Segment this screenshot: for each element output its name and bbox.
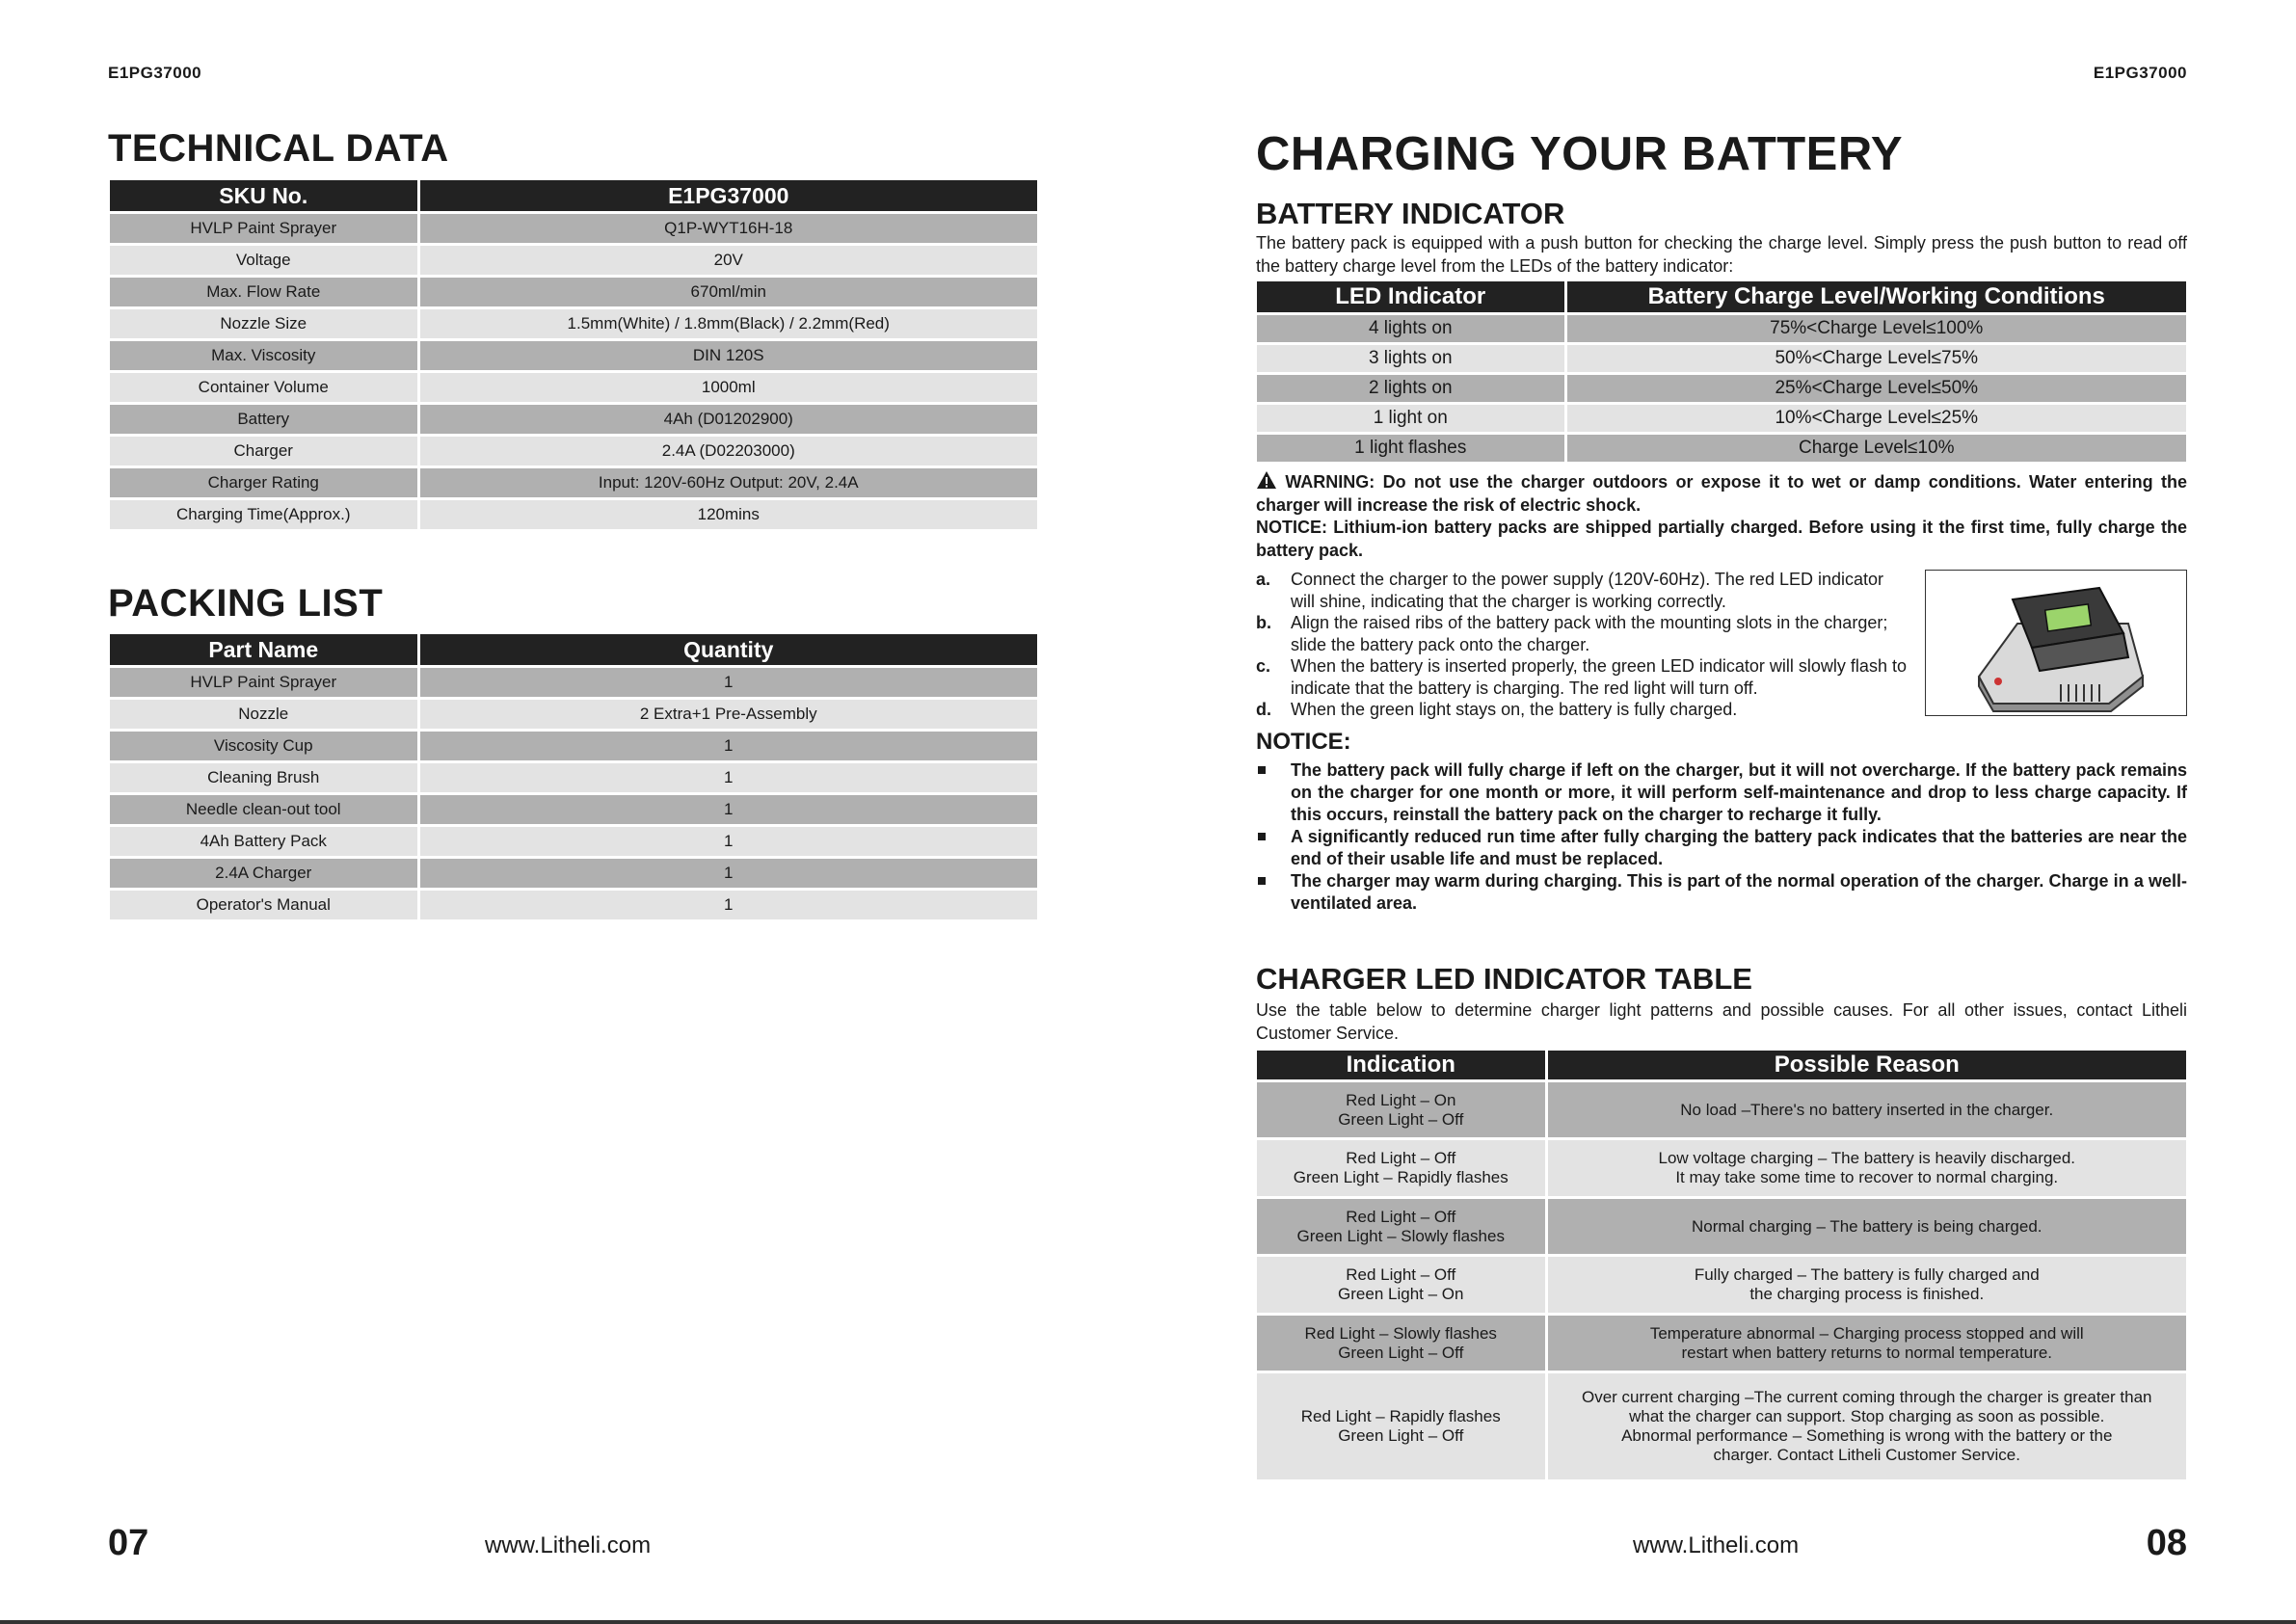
table-cell: 1 [418,762,1037,794]
table-row [1257,1198,2186,1256]
table-cell: Max. Viscosity [110,340,418,372]
table-cell: 75%<Charge Level≤100% [1565,314,2186,344]
step-marker: b. [1256,613,1271,632]
table-header: Battery Charge Level/Working Conditions [1565,281,2186,314]
step-marker: a. [1256,570,1271,589]
technical-data-table [110,180,1037,529]
list-item [1256,612,1911,655]
model-code-header: E1PG37000 [108,64,202,82]
charger-led-table [1257,1051,2186,1479]
table-cell: 20V [418,245,1037,277]
indication-cell: Red Light – Rapidly flashes Green Light – Off [1257,1372,1546,1480]
table-header: E1PG37000 [418,180,1037,213]
table-header: Indication [1257,1051,1546,1081]
table-cell: 1 light flashes [1257,434,1565,463]
table-row [1257,1256,2186,1315]
table-header: SKU No. [110,180,418,213]
table-cell: Container Volume [110,372,418,404]
charging-title: CHARGING YOUR BATTERY [1256,128,1904,180]
table-cell: 4Ah (D01202900) [418,404,1037,436]
packing-list-title: PACKING LIST [108,582,384,625]
table-cell: Needle clean-out tool [110,794,418,826]
table-cell: 4 lights on [1257,314,1565,344]
warning-label: WARNING: [1285,472,1375,492]
technical-data-title: TECHNICAL DATA [108,127,449,170]
table-cell: Cleaning Brush [110,762,418,794]
notice-list [1256,759,2187,915]
table-row [110,372,1037,404]
table-cell: 1 [418,794,1037,826]
table-header: Quantity [418,634,1037,667]
table-cell: Q1P-WYT16H-18 [418,213,1037,245]
table-cell: Voltage [110,245,418,277]
table-cell: 25%<Charge Level≤50% [1565,374,2186,404]
indication-cell: Red Light – On Green Light – Off [1257,1081,1546,1139]
table-row [1257,1139,2186,1198]
battery-indicator-title: BATTERY INDICATOR [1256,197,1565,230]
table-row [110,667,1037,699]
table-row [1257,314,2186,344]
table-cell: 1.5mm(White) / 1.8mm(Black) / 2.2mm(Red) [418,308,1037,340]
table-cell: HVLP Paint Sprayer [110,213,418,245]
table-row [110,308,1037,340]
website-link[interactable]: www.Litheli.com [1633,1532,1800,1558]
table-cell: 2 Extra+1 Pre-Assembly [418,699,1037,731]
notice-heading: NOTICE: [1256,729,1351,755]
website-link[interactable]: www.Litheli.com [485,1532,652,1558]
table-row [110,858,1037,890]
reason-cell: No load –There's no battery inserted in the charger. [1546,1081,2186,1139]
table-cell: 1 [418,826,1037,858]
table-row [1257,434,2186,463]
step-marker: d. [1256,700,1271,719]
table-row [110,436,1037,467]
table-row [1257,1081,2186,1139]
charger-led-intro: Use the table below to determine charger light patterns and possible causes. For all other issues, contact Litheli Customer Service. [1256,1000,2187,1043]
table-cell: Charger Rating [110,467,418,499]
indication-cell: Red Light – Off Green Light – On [1257,1256,1546,1315]
table-cell: 2 lights on [1257,374,1565,404]
table-header: Part Name [110,634,418,667]
table-cell: 1 [418,890,1037,920]
page-08 [1148,0,2296,1624]
table-cell: HVLP Paint Sprayer [110,667,418,699]
list-item [1256,569,1911,612]
table-row [110,277,1037,308]
table-cell: Charging Time(Approx.) [110,499,418,530]
table-cell: Viscosity Cup [110,731,418,762]
table-cell: DIN 120S [418,340,1037,372]
table-cell: Battery [110,404,418,436]
table-cell: 1000ml [418,372,1037,404]
table-row [1257,374,2186,404]
table-row [110,890,1037,920]
table-cell: 1 light on [1257,404,1565,434]
bottom-border [0,1620,2296,1624]
table-row [110,499,1037,530]
table-row [110,245,1037,277]
table-row [110,731,1037,762]
table-cell: Input: 120V-60Hz Output: 20V, 2.4A [418,467,1037,499]
step-marker: c. [1256,656,1271,676]
reason-cell: Normal charging – The battery is being charged. [1546,1198,2186,1256]
table-row [1257,1372,2186,1480]
table-row [110,404,1037,436]
table-cell: 2.4A (D02203000) [418,436,1037,467]
charger-icon [1926,571,2186,715]
notice-text: Lithium-ion battery packs are shipped partially charged. Before using it the first time, fully charge the battery pack. [1256,518,2187,560]
table-row [110,826,1037,858]
table-row [1257,1315,2186,1372]
table-header: Possible Reason [1546,1051,2186,1081]
step-text: When the green light stays on, the battery is fully charged. [1291,700,1738,719]
table-header: LED Indicator [1257,281,1565,314]
step-text: When the battery is inserted properly, the green LED indicator will slowly flash to indicate that the battery is charging. The red light will turn off. [1291,656,1907,698]
page-number: 08 [2146,1523,2187,1563]
indication-cell: Red Light – Off Green Light – Slowly flashes [1257,1198,1546,1256]
table-cell: Max. Flow Rate [110,277,418,308]
table-cell: 10%<Charge Level≤25% [1565,404,2186,434]
page-number: 07 [108,1523,149,1563]
table-cell: 50%<Charge Level≤75% [1565,344,2186,374]
battery-indicator-table [1257,281,2186,462]
warning-paragraph [1256,470,2187,517]
charger-battery-illustration [1925,570,2187,716]
table-row [110,213,1037,245]
step-text: Align the raised ribs of the battery pack with the mounting slots in the charger; slide the battery pack onto the charger. [1291,613,1888,654]
table-row [110,762,1037,794]
list-item: The battery pack will fully charge if left on the charger, but it will not overcharge. If the battery pack remains on the charger for one month or more, it will perform self-maintenance and drop to less charge capacity. If this occurs, reinstall the battery pack on the charger to recharge it fully. [1256,759,2187,826]
packing-list-table [110,634,1037,919]
list-item: A significantly reduced run time after fully charging the battery pack indicates that the batteries are near the end of their usable life and must be replaced. [1256,826,2187,870]
reason-cell: Fully charged – The battery is fully charged and the charging process is finished. [1546,1256,2186,1315]
table-row [110,699,1037,731]
notice-paragraph [1256,516,2187,562]
notice-label: NOTICE: [1256,518,1327,537]
list-item [1256,655,1911,699]
table-cell: 3 lights on [1257,344,1565,374]
table-cell: 670ml/min [418,277,1037,308]
table-row [110,467,1037,499]
table-row [1257,404,2186,434]
table-row [110,340,1037,372]
table-row [110,794,1037,826]
table-cell: 4Ah Battery Pack [110,826,418,858]
indication-cell: Red Light – Off Green Light – Rapidly flashes [1257,1139,1546,1198]
warning-icon [1256,470,1277,490]
charging-steps [1256,569,1911,721]
table-cell: Charger [110,436,418,467]
table-cell: 1 [418,667,1037,699]
battery-indicator-intro: The battery pack is equipped with a push button for checking the charge level. Simply press the push button to read off the battery charge level from the LEDs of the battery indicator: [1256,233,2187,276]
reason-cell: Over current charging –The current coming through the charger is greater than what the charger can support. Stop charging as soon as possible. Abnormal performance – Something is wrong with the battery or the charger. Contact Litheli Customer Service. [1546,1372,2186,1480]
charger-led-title: CHARGER LED INDICATOR TABLE [1256,962,1752,996]
reason-cell: Low voltage charging – The battery is heavily discharged. It may take some time to recover to normal charging. [1546,1139,2186,1198]
model-code-header: E1PG37000 [2093,64,2187,82]
table-cell: 1 [418,731,1037,762]
list-item [1256,699,1911,721]
table-cell: 120mins [418,499,1037,530]
indication-cell: Red Light – Slowly flashes Green Light – Off [1257,1315,1546,1372]
table-cell: Nozzle Size [110,308,418,340]
warning-text: Do not use the charger outdoors or expose it to wet or damp conditions. Water entering the charger will increase the risk of electric shock. [1256,472,2187,515]
table-cell: 1 [418,858,1037,890]
table-cell: Charge Level≤10% [1565,434,2186,463]
step-text: Connect the charger to the power supply (120V-60Hz). The red LED indicator will shine, indicating that the charger is working correctly. [1291,570,1884,611]
table-cell: Nozzle [110,699,418,731]
table-cell: 2.4A Charger [110,858,418,890]
list-item: The charger may warm during charging. This is part of the normal operation of the charger. Charge in a well-ventilated area. [1256,870,2187,915]
table-row [1257,344,2186,374]
table-cell: Operator's Manual [110,890,418,920]
reason-cell: Temperature abnormal – Charging process stopped and will restart when battery returns to normal temperature. [1546,1315,2186,1372]
